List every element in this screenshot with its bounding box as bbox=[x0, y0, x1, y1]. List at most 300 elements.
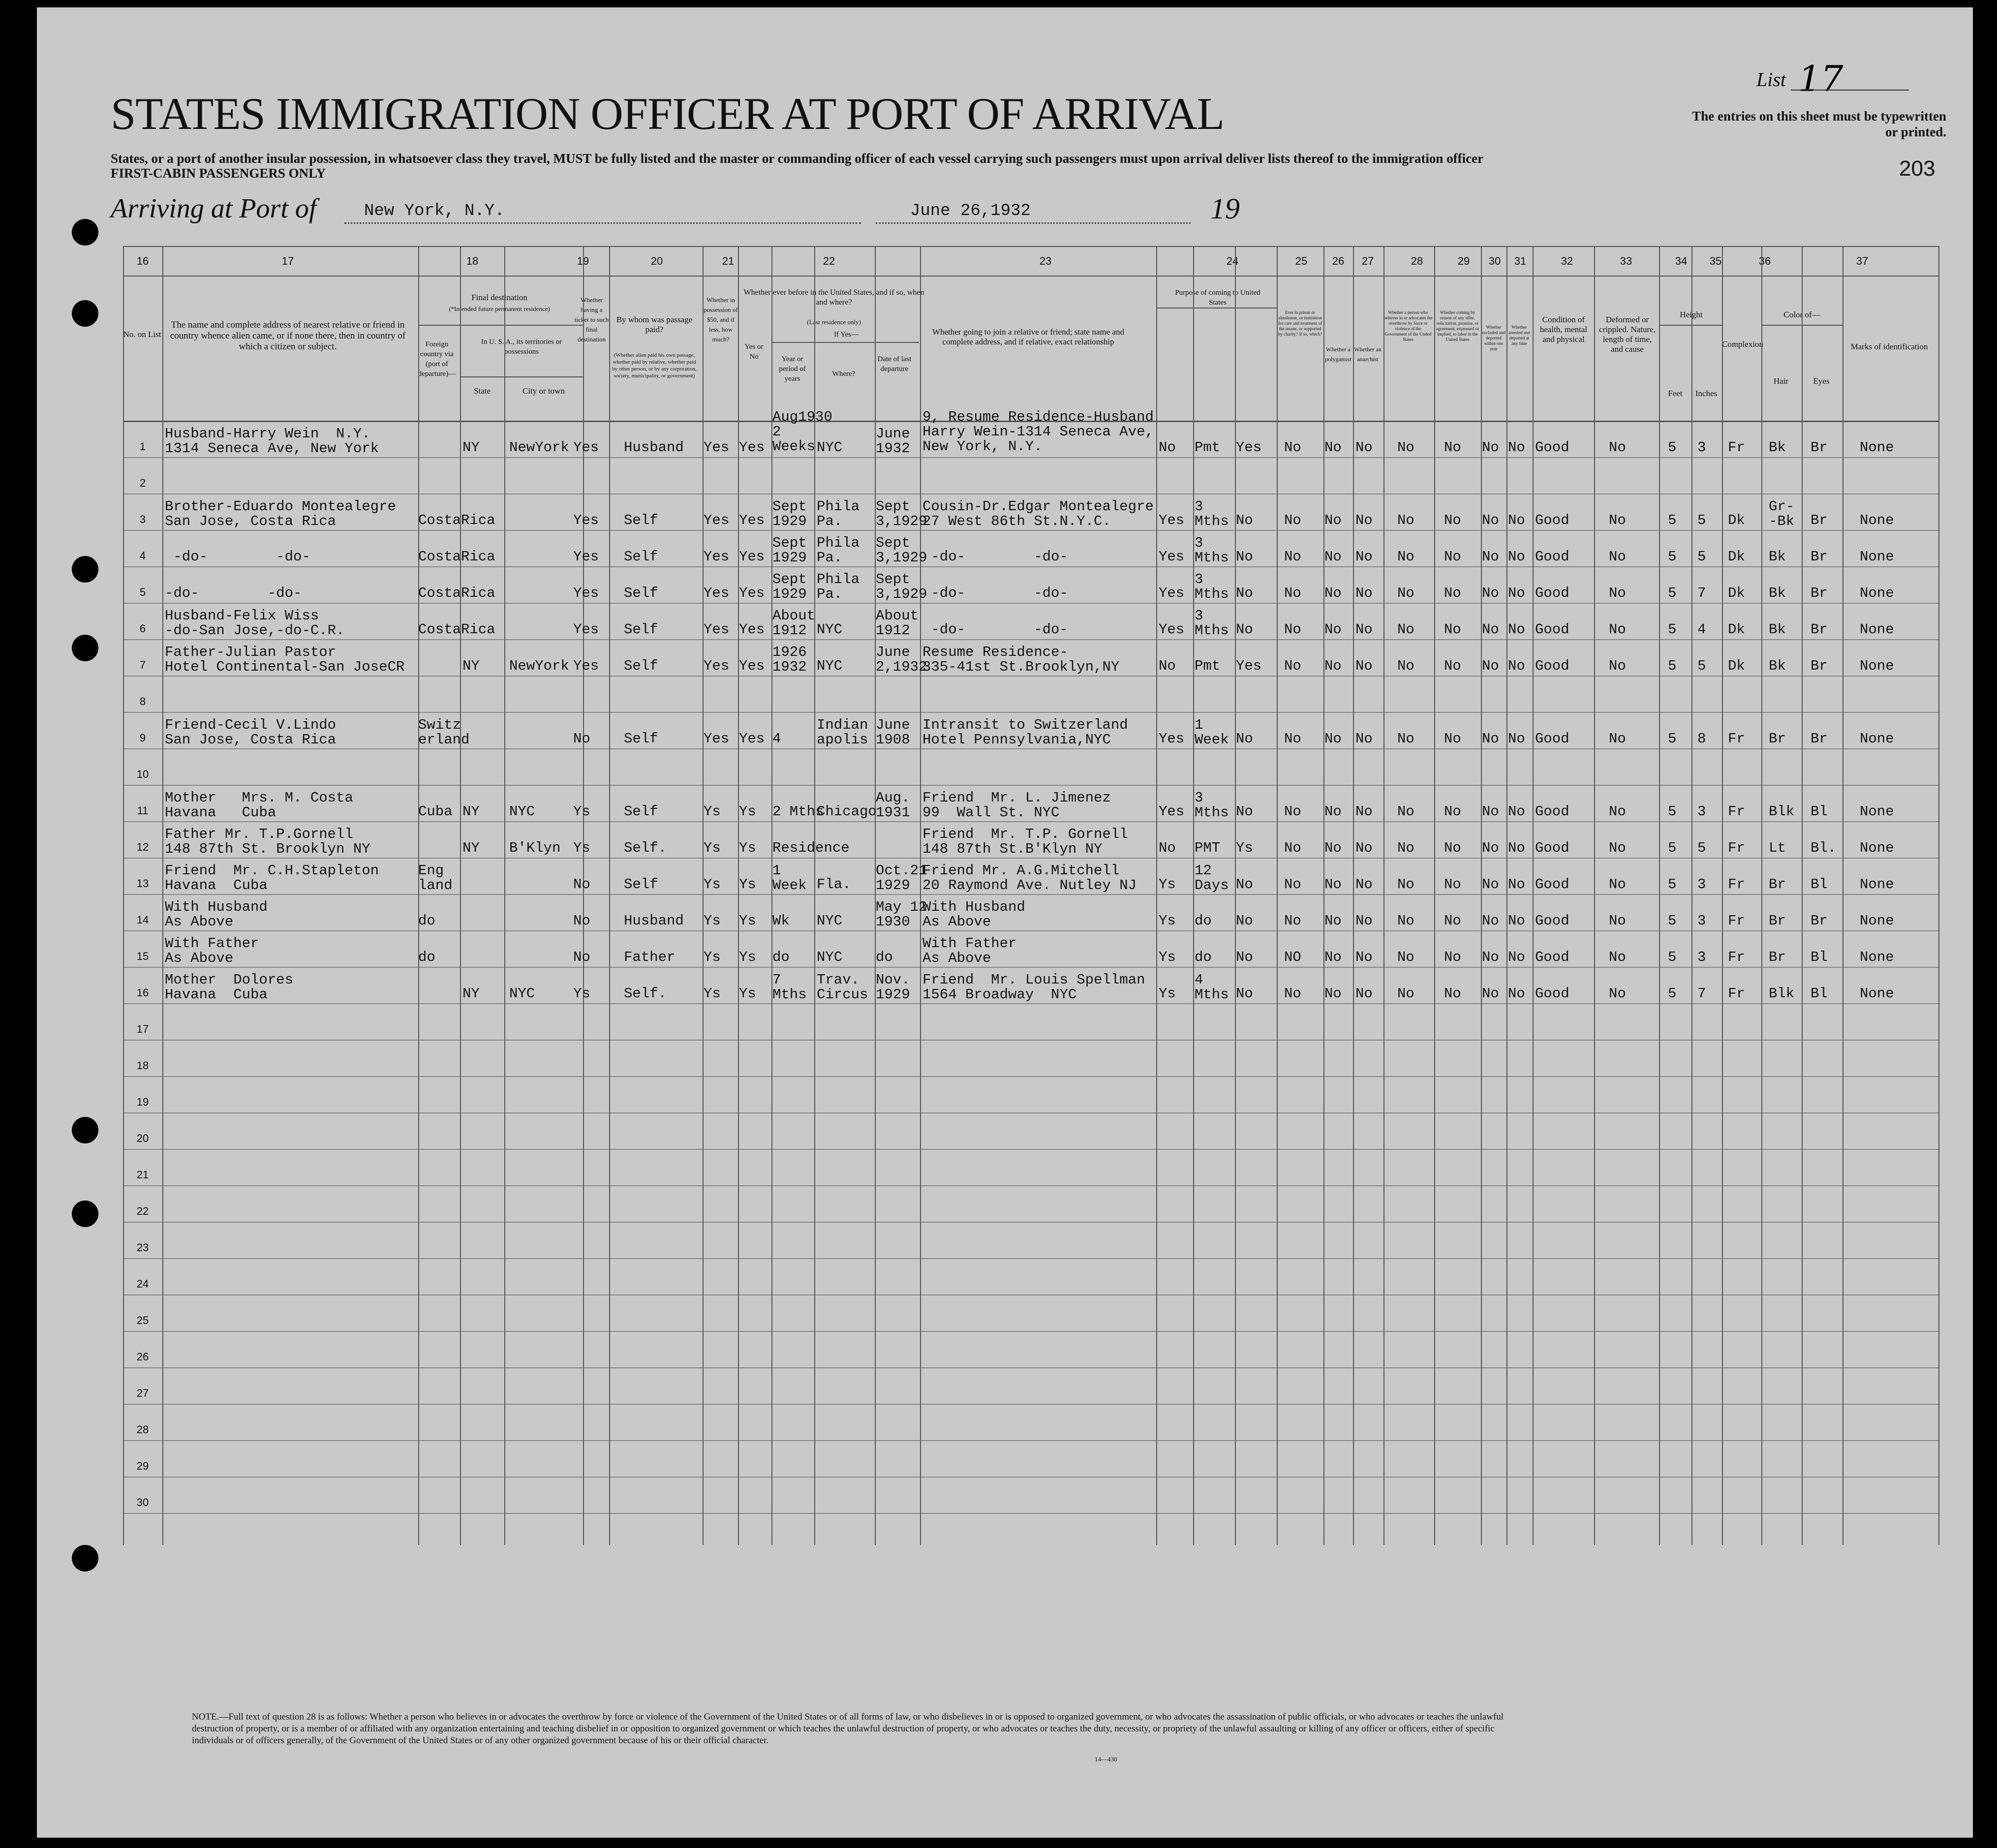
grid-hline bbox=[123, 1294, 1938, 1295]
binder-hole bbox=[72, 1201, 98, 1227]
row-number: 16 bbox=[136, 986, 149, 999]
cell-c30: No bbox=[1482, 512, 1499, 528]
cell-c31: No bbox=[1508, 803, 1525, 820]
cell-c25: No bbox=[1284, 549, 1301, 565]
cell-marks: None bbox=[1860, 512, 1894, 528]
cell-health: Good bbox=[1535, 439, 1569, 456]
cell-c30: No bbox=[1482, 840, 1499, 856]
cell-ticket: Ys bbox=[573, 840, 590, 856]
cell-feet: 5 bbox=[1668, 876, 1677, 893]
cell-period: do bbox=[772, 949, 790, 965]
cell-before: Yes bbox=[739, 549, 765, 565]
cell-c29: No bbox=[1444, 439, 1461, 456]
cell-passage: Self. bbox=[624, 840, 667, 856]
cell-relative: Friend-Cecil V.Lindo San Jose, Costa Rica bbox=[165, 717, 337, 748]
cell-money: Yes bbox=[704, 658, 730, 674]
cell-complexion: Fr bbox=[1728, 439, 1745, 456]
cell-money: Ys bbox=[704, 913, 721, 929]
cell-date: do bbox=[876, 949, 893, 965]
cell-c28: No bbox=[1397, 439, 1414, 456]
cell-where: NYC bbox=[817, 658, 843, 674]
cell-join: Resume Residence- 335-41st St.Brooklyn,NY bbox=[922, 644, 1120, 675]
col-num: 31 bbox=[1514, 255, 1527, 267]
cell-country: CostaRica bbox=[418, 512, 495, 528]
cell-before: Ys bbox=[739, 840, 756, 856]
cell-country: CostaRica bbox=[418, 549, 495, 565]
cell-eyes: Br bbox=[1811, 549, 1828, 565]
cell-deformed: No bbox=[1609, 731, 1626, 747]
cell-relative: Father Mr. T.P.Gornell 148 87th St. Brooklyn NY bbox=[165, 826, 370, 857]
cell-c31: No bbox=[1508, 658, 1525, 674]
cell-passage: Self bbox=[624, 621, 658, 638]
cell-marks: None bbox=[1860, 913, 1894, 929]
cell-health: Good bbox=[1535, 658, 1569, 674]
cell-p3: No bbox=[1236, 949, 1253, 965]
cell-marks: None bbox=[1860, 621, 1894, 638]
row-number: 24 bbox=[136, 1278, 149, 1290]
hdr-in-usa: In U. S. A., its territories or possessions bbox=[481, 338, 562, 356]
cell-p1: Yes bbox=[1159, 585, 1185, 601]
grid-hline bbox=[123, 676, 1938, 677]
cell-c26: No bbox=[1324, 585, 1342, 601]
table-row bbox=[123, 785, 1938, 821]
cell-feet: 5 bbox=[1668, 585, 1677, 601]
cell-c26: No bbox=[1324, 986, 1342, 1002]
cell-feet: 5 bbox=[1668, 731, 1677, 747]
cell-passage: Self bbox=[624, 803, 658, 820]
row-number: 19 bbox=[136, 1096, 149, 1108]
cell-before: Yes bbox=[739, 512, 765, 528]
binder-hole bbox=[72, 635, 98, 661]
hdr-ticket: Whether having a ticket to such final destination bbox=[574, 296, 609, 343]
cell-feet: 5 bbox=[1668, 949, 1677, 965]
cell-c25: NO bbox=[1284, 949, 1301, 965]
cell-c25: No bbox=[1284, 658, 1301, 674]
grid-hline bbox=[123, 1185, 1938, 1186]
hdr-col27: Whether an anarchist bbox=[1354, 346, 1382, 363]
cell-eyes: Br bbox=[1811, 658, 1828, 674]
cell-relative: -do- -do- bbox=[165, 549, 310, 565]
grid-hline bbox=[123, 1076, 1938, 1077]
hdr-passage-note: (Whether alien paid his own passage, whether paid by relative, whether paid by other person, or by any corporation, society, municipality, or government) bbox=[612, 352, 697, 379]
cell-p2: do bbox=[1195, 949, 1212, 965]
cell-date: June 1932 bbox=[876, 426, 910, 457]
grid-hline bbox=[460, 376, 583, 377]
hdr-before-us: Whether ever before in the United States, and if so, when and where? bbox=[743, 288, 924, 307]
cell-health: Good bbox=[1535, 913, 1569, 929]
cell-c27: No bbox=[1355, 986, 1373, 1002]
cell-eyes: Bl bbox=[1811, 949, 1828, 965]
col-num: 19 bbox=[577, 255, 589, 267]
grid-hline bbox=[123, 1367, 1938, 1368]
cell-inches: 3 bbox=[1697, 876, 1706, 893]
cell-c30: No bbox=[1482, 803, 1499, 820]
cell-relative: Husband-Harry Wein N.Y. 1314 Seneca Ave, New York bbox=[165, 426, 379, 457]
cell-c27: No bbox=[1355, 949, 1373, 965]
cell-c28: No bbox=[1397, 803, 1414, 820]
row-number: 8 bbox=[139, 695, 146, 708]
cell-c27: No bbox=[1355, 876, 1373, 893]
cell-where: Phila Pa. bbox=[817, 498, 860, 529]
cell-join: -do- -do- bbox=[922, 621, 1068, 638]
cell-c26: No bbox=[1324, 803, 1342, 820]
cell-period: About 1912 bbox=[772, 608, 816, 639]
cell-c29: No bbox=[1444, 731, 1461, 747]
cell-feet: 5 bbox=[1668, 986, 1677, 1002]
cell-health: Good bbox=[1535, 876, 1569, 893]
cell-c29: No bbox=[1444, 949, 1461, 965]
cell-c25: No bbox=[1284, 803, 1301, 820]
cell-passage: Father bbox=[624, 949, 676, 965]
row-number: 27 bbox=[136, 1387, 149, 1399]
cell-date: June 2,1932 bbox=[876, 644, 927, 675]
cell-deformed: No bbox=[1609, 986, 1626, 1002]
cell-c28: No bbox=[1397, 949, 1414, 965]
col-num: 16 bbox=[136, 255, 149, 267]
cell-complexion: Fr bbox=[1728, 803, 1745, 820]
cell-c29: No bbox=[1444, 913, 1461, 929]
cell-c28: No bbox=[1397, 585, 1414, 601]
cell-hair: Bk bbox=[1769, 439, 1786, 456]
cell-marks: None bbox=[1860, 949, 1894, 965]
grid-hline bbox=[771, 342, 919, 343]
cell-state: NY bbox=[462, 439, 480, 456]
table-row bbox=[123, 930, 1938, 967]
cell-passage: Husband bbox=[624, 439, 684, 456]
cell-p2: 3 Mths bbox=[1195, 571, 1229, 602]
cell-complexion: Dk bbox=[1728, 658, 1745, 674]
cell-ticket: Yes bbox=[573, 621, 599, 638]
col-num: 36 bbox=[1758, 255, 1771, 267]
cell-period: Aug1930 2 Weeks bbox=[772, 409, 832, 455]
cell-c28: No bbox=[1397, 512, 1414, 528]
cell-feet: 5 bbox=[1668, 840, 1677, 856]
cell-inches: 3 bbox=[1697, 803, 1706, 820]
cell-relative: Father-Julian Pastor Hotel Continental-San JoseCR bbox=[165, 644, 405, 675]
cell-c29: No bbox=[1444, 986, 1461, 1002]
binder-hole bbox=[72, 1117, 98, 1143]
cell-state: NY bbox=[462, 803, 480, 820]
table-row bbox=[123, 603, 1938, 639]
cell-c29: No bbox=[1444, 840, 1461, 856]
row-number: 1 bbox=[139, 440, 146, 453]
cell-p3: No bbox=[1236, 803, 1253, 820]
cell-relative: Mother Mrs. M. Costa Havana Cuba bbox=[165, 790, 353, 821]
cell-p2: 12 Days bbox=[1195, 862, 1229, 893]
cell-c27: No bbox=[1355, 840, 1373, 856]
cell-eyes: Br bbox=[1811, 585, 1828, 601]
cell-join: With Father As Above bbox=[922, 935, 1017, 966]
cell-health: Good bbox=[1535, 621, 1569, 638]
cell-money: Yes bbox=[704, 512, 730, 528]
grid-hline bbox=[123, 1477, 1938, 1478]
hdr-date-departure: Date of last departure bbox=[877, 355, 912, 373]
cell-hair: Bk bbox=[1769, 585, 1786, 601]
cell-p1: Ys bbox=[1159, 986, 1176, 1002]
row-number: 9 bbox=[139, 732, 146, 744]
cell-hair: Blk bbox=[1769, 986, 1795, 1002]
cell-c26: No bbox=[1324, 621, 1342, 638]
hdr-hair: Hair bbox=[1773, 376, 1789, 386]
col-num: 27 bbox=[1361, 255, 1374, 267]
cell-ticket: No bbox=[573, 876, 590, 893]
hdr-yes-or-no: Yes or No bbox=[744, 343, 764, 361]
cell-complexion: Fr bbox=[1728, 731, 1745, 747]
cell-c25: No bbox=[1284, 840, 1301, 856]
cell-period: 4 bbox=[772, 731, 781, 747]
cell-date: Oct.21 1929 bbox=[876, 862, 927, 893]
cell-p1: Yes bbox=[1159, 549, 1185, 565]
cell-deformed: No bbox=[1609, 876, 1626, 893]
cell-c26: No bbox=[1324, 658, 1342, 674]
cell-relative: With Father As Above bbox=[165, 935, 259, 966]
cell-health: Good bbox=[1535, 585, 1569, 601]
cell-c31: No bbox=[1508, 913, 1525, 929]
cell-c28: No bbox=[1397, 731, 1414, 747]
table-row bbox=[123, 894, 1938, 930]
cell-date: Nov. 1929 bbox=[876, 972, 910, 1003]
cell-health: Good bbox=[1535, 803, 1569, 820]
cell-deformed: No bbox=[1609, 621, 1626, 638]
row-number: 21 bbox=[136, 1169, 149, 1181]
cell-marks: None bbox=[1860, 439, 1894, 456]
cell-period: Sept 1929 bbox=[772, 498, 807, 529]
cell-hair: Bk bbox=[1769, 621, 1786, 638]
cell-feet: 5 bbox=[1668, 549, 1677, 565]
cell-c25: No bbox=[1284, 585, 1301, 601]
row-number: 7 bbox=[139, 659, 146, 671]
cell-health: Good bbox=[1535, 512, 1569, 528]
cell-p1: No bbox=[1159, 658, 1176, 674]
hdr-nearest-relative: The name and complete address of nearest relative or friend in country whence alien came, or if none there, then in country of which a citizen or subject. bbox=[170, 320, 406, 352]
cell-p2: Pmt bbox=[1195, 658, 1221, 674]
grid-hline bbox=[123, 1331, 1938, 1332]
cell-before: Yes bbox=[739, 658, 765, 674]
cell-ticket: No bbox=[573, 913, 590, 929]
cell-complexion: Fr bbox=[1728, 913, 1745, 929]
cell-marks: None bbox=[1860, 803, 1894, 820]
cell-c25: No bbox=[1284, 913, 1301, 929]
cell-complexion: Fr bbox=[1728, 840, 1745, 856]
cell-p3: No bbox=[1236, 731, 1253, 747]
cell-money: Yes bbox=[704, 585, 730, 601]
page-title: STATES IMMIGRATION OFFICER AT PORT OF ARRIVAL bbox=[111, 89, 1224, 139]
cell-period: 7 Mths bbox=[772, 972, 807, 1003]
row-number: 10 bbox=[136, 768, 149, 780]
table-row bbox=[123, 821, 1938, 858]
cell-money: Yes bbox=[704, 731, 730, 747]
cell-complexion: Dk bbox=[1728, 585, 1745, 601]
cell-marks: None bbox=[1860, 731, 1894, 747]
cell-money: Yes bbox=[704, 549, 730, 565]
cell-period: Wk bbox=[772, 913, 790, 929]
cell-p3: Yes bbox=[1236, 439, 1262, 456]
cell-feet: 5 bbox=[1668, 658, 1677, 674]
cell-money: Yes bbox=[704, 439, 730, 456]
cell-deformed: No bbox=[1609, 549, 1626, 565]
grid-hline bbox=[123, 1258, 1938, 1259]
cell-eyes: Br bbox=[1811, 731, 1828, 747]
hdr-col28: Whether a person who believes in or advocates the overthrow by force or violence of the Government of the United States bbox=[1383, 310, 1433, 342]
cell-hair: Br bbox=[1769, 949, 1786, 965]
cell-hair: Br bbox=[1769, 731, 1786, 747]
cell-p3: No bbox=[1236, 876, 1253, 893]
cell-city: NYC bbox=[509, 803, 535, 820]
hdr-joining: Whether going to join a relative or friend; state name and complete address, and if relative, exact relationship bbox=[932, 327, 1124, 346]
cell-date: Sept 3,1929 bbox=[876, 498, 927, 529]
table-row bbox=[123, 967, 1938, 1003]
cell-c25: No bbox=[1284, 439, 1301, 456]
cell-p3: No bbox=[1236, 512, 1253, 528]
binder-hole bbox=[72, 556, 98, 583]
grid-hline bbox=[123, 1112, 1938, 1113]
cell-relative: With Husband As Above bbox=[165, 899, 268, 930]
cell-p1: Ys bbox=[1159, 949, 1176, 965]
cell-where: Trav. Circus bbox=[817, 972, 868, 1003]
grid-hline bbox=[123, 1222, 1938, 1223]
cell-inches: 7 bbox=[1697, 585, 1706, 601]
cell-deformed: No bbox=[1609, 803, 1626, 820]
cell-hair: Br bbox=[1769, 913, 1786, 929]
cell-eyes: Br bbox=[1811, 512, 1828, 528]
cell-state: NY bbox=[462, 658, 480, 674]
cell-money: Ys bbox=[704, 949, 721, 965]
row-number: 17 bbox=[136, 1023, 149, 1035]
cell-where: Phila Pa. bbox=[817, 535, 860, 566]
cell-p3: No bbox=[1236, 585, 1253, 601]
row-number: 29 bbox=[136, 1460, 149, 1472]
row-number: 2 bbox=[139, 477, 146, 489]
cell-relative: Mother Dolores Havana Cuba bbox=[165, 972, 294, 1003]
cell-period: 1926 1932 bbox=[772, 644, 807, 675]
cell-deformed: No bbox=[1609, 585, 1626, 601]
form-code: 14—430 bbox=[1095, 1756, 1117, 1763]
col-num: 34 bbox=[1675, 255, 1688, 267]
col-num: 28 bbox=[1411, 255, 1423, 267]
cell-before: Yes bbox=[739, 621, 765, 638]
hdr-final-destination: Final destination bbox=[471, 293, 527, 302]
cell-c30: No bbox=[1482, 913, 1499, 929]
cell-date: Sept 3,1929 bbox=[876, 571, 927, 602]
cell-c30: No bbox=[1482, 439, 1499, 456]
cell-date: June 1908 bbox=[876, 717, 910, 748]
cell-where: Chicago bbox=[817, 803, 877, 820]
row-number: 5 bbox=[139, 586, 146, 598]
cell-before: Yes bbox=[739, 439, 765, 456]
cell-c26: No bbox=[1324, 876, 1342, 893]
cell-c25: No bbox=[1284, 986, 1301, 1002]
cell-c29: No bbox=[1444, 549, 1461, 565]
cell-complexion: Dk bbox=[1728, 621, 1745, 638]
cell-passage: Self bbox=[624, 658, 658, 674]
cell-eyes: Br bbox=[1811, 439, 1828, 456]
cell-c26: No bbox=[1324, 840, 1342, 856]
manifest-form bbox=[123, 246, 1938, 1589]
table-row bbox=[123, 639, 1938, 676]
cell-ticket: Yes bbox=[573, 439, 599, 456]
cell-join: -do- -do- bbox=[922, 585, 1068, 601]
cell-state: NY bbox=[462, 986, 480, 1002]
cell-marks: None bbox=[1860, 549, 1894, 565]
cell-eyes: Bl. bbox=[1811, 840, 1837, 856]
col-num: 22 bbox=[823, 255, 835, 267]
cell-eyes: Br bbox=[1811, 621, 1828, 638]
cell-c31: No bbox=[1508, 840, 1525, 856]
cell-p2: 3 Mths bbox=[1195, 608, 1229, 639]
cell-ticket: Ys bbox=[573, 986, 590, 1002]
cell-p1: Yes bbox=[1159, 731, 1185, 747]
cell-health: Good bbox=[1535, 986, 1569, 1002]
cell-c30: No bbox=[1482, 876, 1499, 893]
cell-hair: Br bbox=[1769, 876, 1786, 893]
cell-hair: Gr- -Bk bbox=[1769, 498, 1795, 529]
cell-c28: No bbox=[1397, 913, 1414, 929]
cell-c31: No bbox=[1508, 949, 1525, 965]
cell-date: Aug. 1931 bbox=[876, 790, 910, 821]
grid-hline bbox=[123, 1440, 1938, 1441]
cell-c31: No bbox=[1508, 986, 1525, 1002]
col-num: 17 bbox=[281, 255, 294, 267]
cell-inches: 5 bbox=[1697, 658, 1706, 674]
subtitle-line-1: States, or a port of another insular possession, in whatsoever class they travel, MUST be fully listed and the master or commanding officer of each vessel carrying such passengers must upon arrival deliver lists thereof to the immigration officer bbox=[111, 151, 1484, 166]
col-num: 20 bbox=[650, 255, 663, 267]
cell-period: 1 Week bbox=[772, 862, 807, 893]
cell-country: do bbox=[418, 913, 435, 929]
cell-city: NewYork bbox=[509, 439, 569, 456]
cell-city: B'Klyn bbox=[509, 840, 561, 856]
col-num: 32 bbox=[1561, 255, 1573, 267]
row-number: 4 bbox=[139, 550, 146, 562]
col-num: 35 bbox=[1709, 255, 1722, 267]
cell-c29: No bbox=[1444, 658, 1461, 674]
cell-p1: Yes bbox=[1159, 512, 1185, 528]
date-value: June 26,1932 bbox=[910, 202, 1031, 220]
cell-hair: Blk bbox=[1769, 803, 1795, 820]
cell-before: Ys bbox=[739, 803, 756, 820]
cell-c28: No bbox=[1397, 621, 1414, 638]
cell-p1: Yes bbox=[1159, 803, 1185, 820]
cell-p1: Ys bbox=[1159, 876, 1176, 893]
cell-p2: 1 Week bbox=[1195, 717, 1229, 748]
cell-where: Phila Pa. bbox=[817, 571, 860, 602]
cell-p1: Ys bbox=[1159, 913, 1176, 929]
cell-c25: No bbox=[1284, 512, 1301, 528]
cell-passage: Self bbox=[624, 512, 658, 528]
cell-period: 2 Mths bbox=[772, 803, 824, 820]
hdr-deformed: Deformed or crippled. Nature, length of time, and cause bbox=[1599, 315, 1656, 354]
cell-money: Ys bbox=[704, 840, 721, 856]
subtitle-line-2: FIRST-CABIN PASSENGERS ONLY bbox=[111, 166, 326, 181]
cell-eyes: Br bbox=[1811, 913, 1828, 929]
cell-c27: No bbox=[1355, 803, 1373, 820]
cell-complexion: Fr bbox=[1728, 876, 1745, 893]
cell-c31: No bbox=[1508, 549, 1525, 565]
cell-c28: No bbox=[1397, 549, 1414, 565]
row-number: 28 bbox=[136, 1423, 149, 1436]
cell-p1: No bbox=[1159, 439, 1176, 456]
cell-p2: PMT bbox=[1195, 840, 1221, 856]
cell-c27: No bbox=[1355, 658, 1373, 674]
grid-hline bbox=[123, 1040, 1938, 1041]
table-row bbox=[123, 712, 1938, 748]
cell-c31: No bbox=[1508, 439, 1525, 456]
cell-c27: No bbox=[1355, 585, 1373, 601]
cell-p1: Yes bbox=[1159, 621, 1185, 638]
cell-where: NYC bbox=[817, 439, 843, 456]
cell-money: Ys bbox=[704, 986, 721, 1002]
cell-p3: No bbox=[1236, 913, 1253, 929]
cell-passage: Self bbox=[624, 876, 658, 893]
